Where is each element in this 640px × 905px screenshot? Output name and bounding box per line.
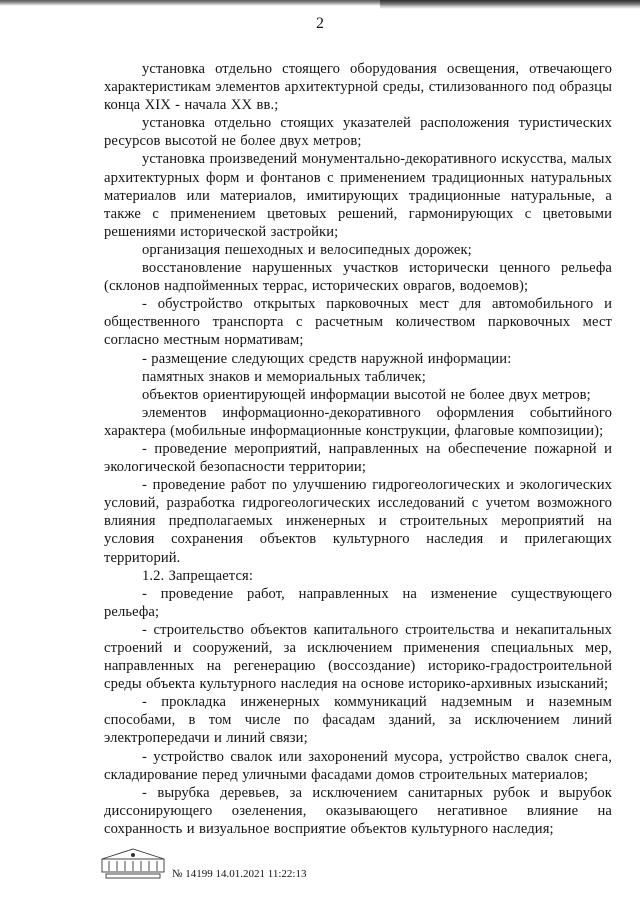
paragraph-paths: организация пешеходных и велосипедных дорожек; (142, 241, 472, 258)
paragraph-parking: - обустройство открытых парковочных мест для автомобильного и общественного транспорта с расчетным количеством парковочных мест согласно местным нормативам; (104, 296, 612, 349)
paragraph-fire-safety: - проведение мероприятий, направленных на обеспечение пожарной и экологической безопасности территории; (104, 440, 612, 476)
paragraph-tree-felling: - вырубка деревьев, за исключением санитарных рубок и вырубок диссонирующего озеленения, оказывающего негативное влияние на сохранность и визуальное восприятие объектов культурного наследия; (104, 784, 612, 837)
scan-edge-shadow-right (380, 0, 640, 9)
page-number: 2 (316, 15, 324, 32)
paragraph-dumps: - устройство свалок или захоронений мусора, устройство свалок снега, складирование перед уличными фасадами домов строительных материалов; (104, 748, 612, 783)
paragraph-monumental-art: установка произведений монументально-декоративного искусства, малых архитектурных форм и фонтанов с применением традиционных натуральных материалов или материалов, имитирующих традиционные натуральные, а также с применением цветовых решений, гармонирующих с цветовыми решениями исторической застройки; (104, 151, 612, 240)
paragraph-tourist-signs: установка отдельно стоящих указателей расположения туристических ресурсов высотой не более двух метров; (104, 115, 612, 150)
paragraph-hydrogeology: - проведение работ по улучшению гидрогеологических и экологических условий, разработка гидрогеологических исследований с учетом возможного влияния предполагаемых инженерных и строительных мероприятий на условия сохранения объектов культурного наследия и прилегающих территорий. (104, 477, 612, 566)
paragraph-relief-change: - проведение работ, направленных на изменение существующего рельефа; (104, 585, 612, 620)
paragraph-relief-restoration: восстановление нарушенных участков исторически ценного рельефа (склонов надпойменных террас, исторических оврагов, водоемов); (104, 260, 612, 295)
paragraph-event-decoration: элементов информационно-декоративного оформления событийного характера (мобильные информационные конструкции, флаговые композиции); (104, 404, 612, 439)
government-building-stamp-icon (100, 846, 166, 880)
section-heading-prohibited: 1.2. Запрещается: (142, 567, 254, 584)
paragraph-construction: - строительство объектов капитального строительства и некапитальных строений и сооружений, за исключением применения специальных мер, направленных на регенерацию (воссоздание) историко-градостроительной среды объекта культурного наследия на основе историко-архивных изысканий; (104, 621, 612, 693)
document-footer (100, 846, 520, 886)
paragraph-orientation-objects: объектов ориентирующей информации высотой не более двух метров; (142, 386, 591, 403)
paragraph-lighting: установка отдельно стоящего оборудования освещения, отвечающего характеристикам элементов архитектурной среды, стилизованного под образцы конца XIX - начала XX вв.; (104, 61, 612, 114)
paragraph-outdoor-info: - размещение следующих средств наружной информации: (142, 350, 512, 367)
paragraph-memorial-plaques: памятных знаков и мемориальных табличек; (142, 368, 426, 385)
paragraph-utilities: - прокладка инженерных коммуникаций надземным и наземным способами, в том числе по фасадам зданий, за исключением линий электропередачи и линий связи; (104, 694, 612, 747)
registration-stamp: № 14199 14.01.2021 11:22:13 (172, 868, 307, 880)
document-body (104, 60, 612, 838)
